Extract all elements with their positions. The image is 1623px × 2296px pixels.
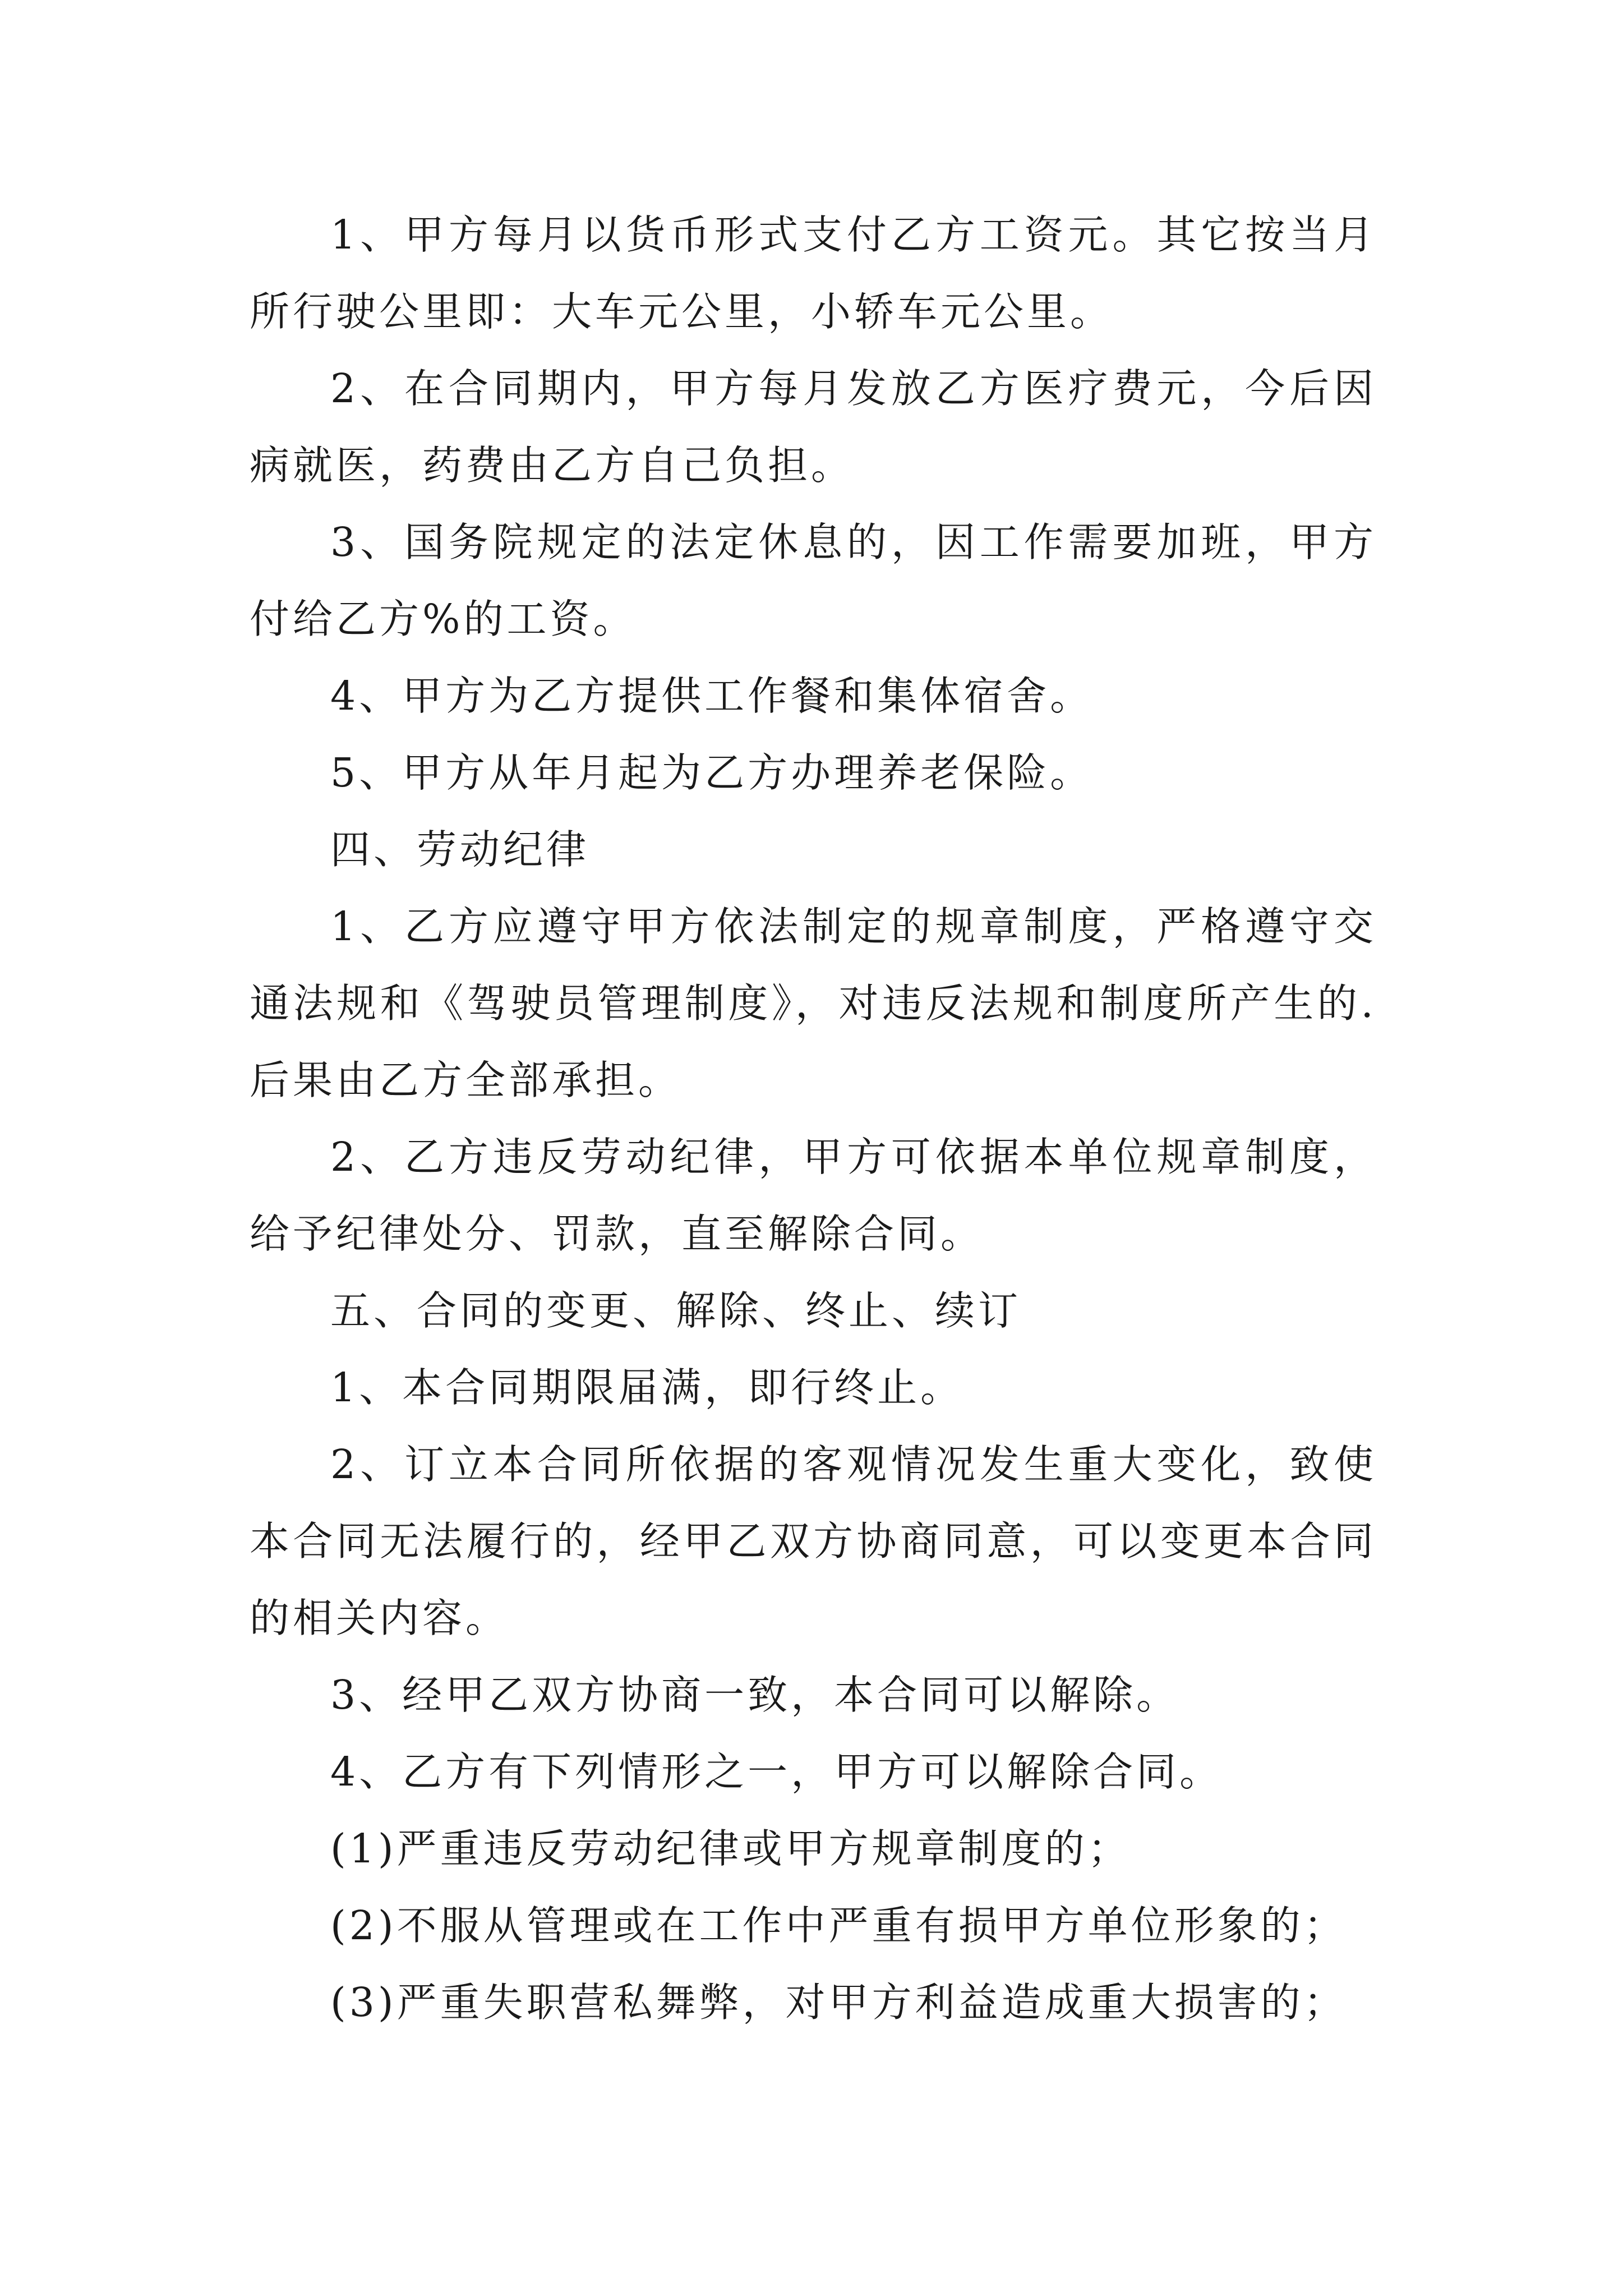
list-item-condition-1: (1)严重违反劳动纪律或甲方规章制度的； <box>330 1825 1131 1872</box>
paragraph-termination-conditions: 4、乙方有下列情形之一，甲方可以解除合同。 <box>330 1749 1223 1795</box>
list-item-condition-2: (2)不服从管理或在工作中严重有损甲方单位形象的； <box>330 1902 1347 1949</box>
document-body <box>250 196 1377 2041</box>
list-item-condition-3: (3)严重失职营私舞弊，对甲方利益造成重大损害的； <box>330 1979 1347 2026</box>
paragraph-wage: 1、甲方每月以货币形式支付乙方工资元。其它按当月所行驶公里即：大车元公里，小轿车元公里。 <box>250 211 1377 335</box>
paragraph-rules-compliance: 1、乙方应遵守甲方依法制定的规章制度，严格遵守交通法规和《驾驶员管理制度》，对违反法规和制度所产生的.后果由乙方全部承担。 <box>250 903 1377 1103</box>
paragraph-change-circumstances: 2、订立本合同所依据的客观情况发生重大变化，致使本合同无法履行的，经甲乙双方协商同意，可以变更本合同的相关内容。 <box>250 1441 1377 1641</box>
paragraph-overtime: 3、国务院规定的法定休息的，因工作需要加班，甲方付给乙方%的工资。 <box>250 519 1377 642</box>
paragraph-mutual-termination: 3、经甲乙双方协商一致，本合同可以解除。 <box>330 1672 1180 1718</box>
paragraph-medical: 2、在合同期内，甲方每月发放乙方医疗费元，今后因病就医，药费由乙方自己负担。 <box>250 365 1377 489</box>
paragraph-meals-dorm: 4、甲方为乙方提供工作餐和集体宿舍。 <box>330 673 1094 719</box>
section-heading-contract-changes: 五、合同的变更、解除、终止、续订 <box>330 1287 1022 1334</box>
paragraph-pension: 5、甲方从年月起为乙方办理养老保险。 <box>330 749 1094 796</box>
paragraph-term-expiry: 1、本合同期限届满，即行终止。 <box>330 1364 964 1411</box>
section-heading-discipline: 四、劳动纪律 <box>330 826 590 873</box>
paragraph-violation-penalty: 2、乙方违反劳动纪律，甲方可依据本单位规章制度，给予纪律处分、罚款，直至解除合同。 <box>250 1134 1377 1257</box>
